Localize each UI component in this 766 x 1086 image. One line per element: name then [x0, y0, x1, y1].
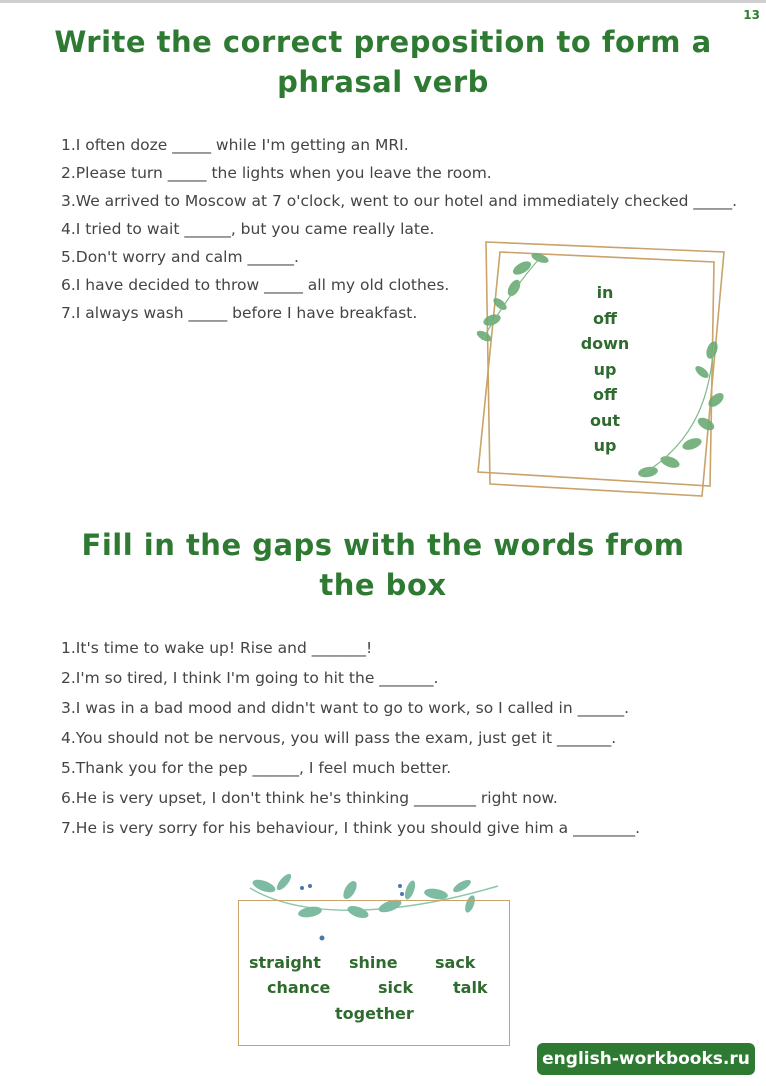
item-text: I have decided to throw _____ all my old clothes.	[75, 276, 450, 294]
word-item: out	[589, 410, 621, 430]
item-text: Thank you for the pep ______, I feel much better.	[75, 759, 452, 777]
list-item	[61, 757, 640, 787]
word-item: up	[593, 436, 617, 455]
item-number: 7.	[61, 819, 76, 837]
list-item	[61, 697, 640, 727]
item-number: 6.	[61, 276, 76, 294]
word-item: down	[580, 334, 630, 353]
section1-title-line1: Write the correct preposition to form a	[54, 25, 712, 59]
item-number: 7.	[61, 304, 76, 322]
word-item: chance	[267, 978, 331, 997]
list-item	[61, 727, 640, 757]
item-text: He is very sorry for his behaviour, I think you should give him a ________.	[75, 819, 641, 837]
section2-exercise-list	[61, 637, 640, 847]
item-number: 4.	[61, 220, 76, 238]
item-text: It's time to wake up! Rise and _______!	[75, 639, 373, 657]
website-badge: english-workbooks.ru	[537, 1043, 755, 1075]
list-item	[61, 190, 737, 218]
word-item: shine	[349, 953, 398, 972]
item-text: He is very upset, I don't think he's thinking ________ right now.	[75, 789, 558, 807]
item-text: I'm so tired, I think I'm going to hit the _______.	[75, 669, 439, 687]
word-item: sick	[378, 978, 414, 997]
item-text: You should not be nervous, you will pass the exam, just get it _______.	[75, 729, 617, 747]
word-list-1	[570, 280, 640, 459]
word-item: together	[335, 1004, 414, 1023]
item-number: 3.	[61, 192, 76, 210]
word-item: in	[596, 283, 614, 302]
word-item: off	[593, 385, 617, 404]
item-number: 2.	[61, 164, 76, 182]
item-text: Don't worry and calm ______.	[75, 248, 299, 266]
item-number: 1.	[61, 136, 76, 154]
list-item	[61, 637, 640, 667]
word-item: talk	[453, 978, 488, 997]
item-text: I often doze _____ while I'm getting an MRI.	[75, 136, 409, 154]
item-text: We arrived to Moscow at 7 o'clock, went to our hotel and immediately checked _____.	[75, 192, 738, 210]
section1-title	[0, 22, 766, 102]
item-text: I tried to wait ______, but you came really late.	[75, 220, 435, 238]
list-item	[61, 667, 640, 697]
section2-title-line1: Fill in the gaps with the words from	[81, 528, 685, 562]
page-number: 13	[743, 8, 760, 22]
list-item	[61, 817, 640, 847]
word-box-2	[238, 900, 510, 1046]
item-number: 2.	[61, 669, 76, 687]
item-number: 4.	[61, 729, 76, 747]
item-number: 6.	[61, 789, 76, 807]
item-number: 3.	[61, 699, 76, 717]
list-item	[61, 787, 640, 817]
item-text: I always wash _____ before I have breakfast.	[75, 304, 418, 322]
section2-title	[0, 525, 766, 605]
item-number: 1.	[61, 639, 76, 657]
section1-title-line2: phrasal verb	[277, 65, 489, 99]
word-item: sack	[435, 953, 476, 972]
list-item	[61, 162, 737, 190]
item-number: 5.	[61, 759, 76, 777]
section2-title-line2: the box	[319, 568, 447, 602]
item-text: I was in a bad mood and didn't want to go to work, so I called in ______.	[75, 699, 630, 717]
item-text: Please turn _____ the lights when you leave the room.	[75, 164, 492, 182]
item-number: 5.	[61, 248, 76, 266]
word-item: straight	[249, 953, 321, 972]
word-box-1	[470, 240, 732, 498]
word-item: up	[593, 359, 617, 379]
list-item	[61, 134, 737, 162]
word-item: off	[593, 308, 617, 328]
top-border-line	[0, 0, 766, 3]
